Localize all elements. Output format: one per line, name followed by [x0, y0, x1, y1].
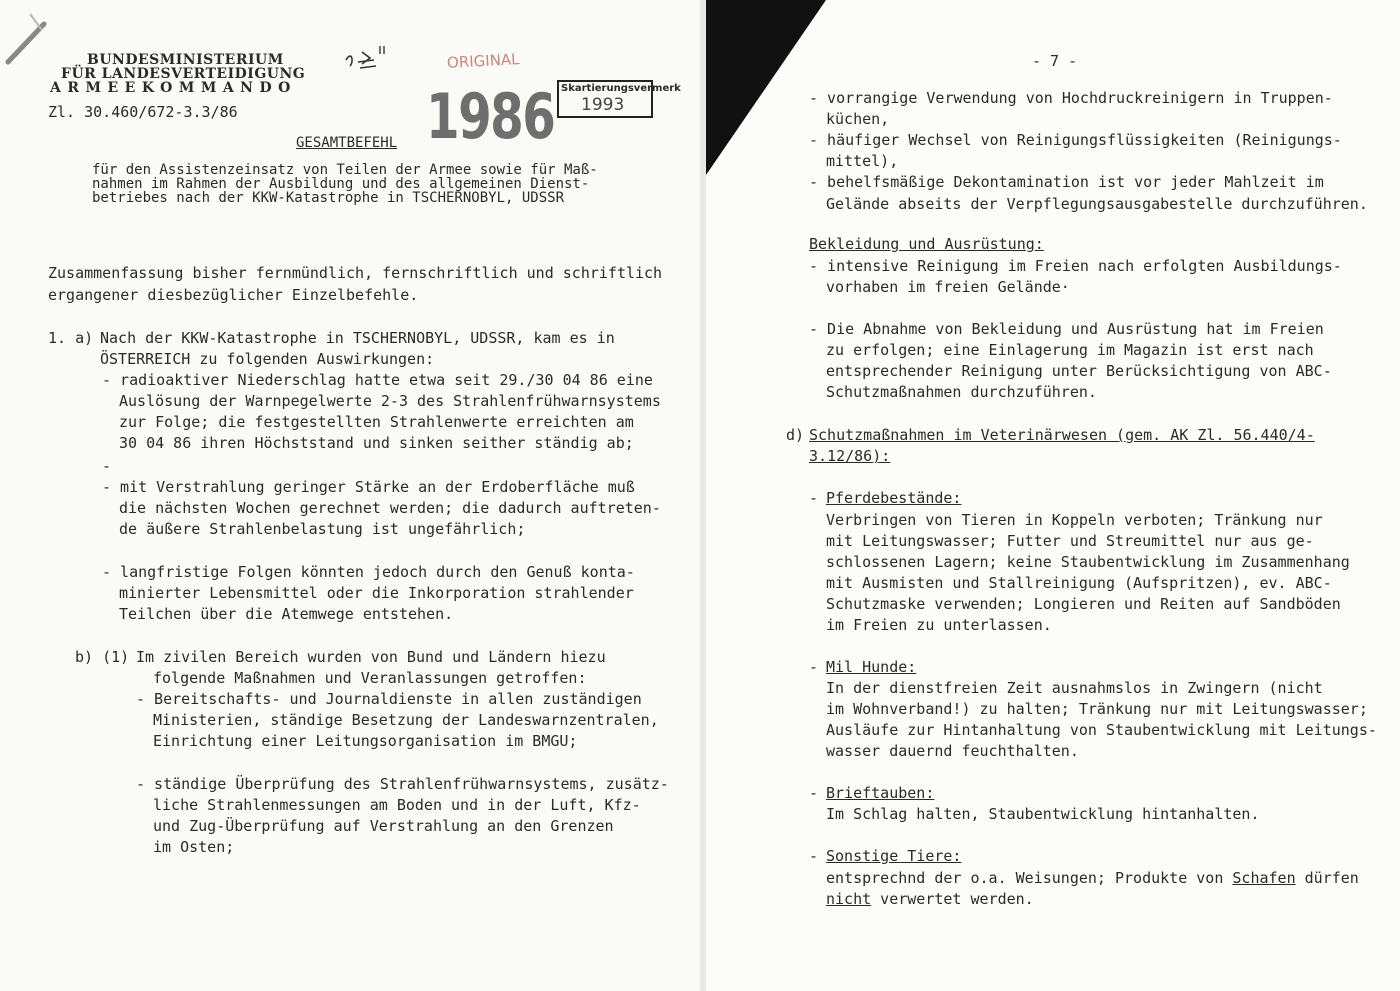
section-1a-line: ÖSTERREICH zu folgenden Auswirkungen: — [100, 350, 435, 368]
bullet-line: minierter Lebensmittel oder die Inkorporation strahlender — [119, 584, 634, 602]
summary-line-1: Zusammenfassung bisher fernmündlich, fernschriftlich und schriftlich — [48, 264, 663, 282]
body-line: Verbringen von Tieren in Koppeln verboten; Tränkung nur — [826, 511, 1323, 529]
section-1b-label: b) (1) — [75, 648, 130, 666]
bullet-line: zur Folge; die festgestellten Strahlenwerte erreichten am — [119, 413, 634, 431]
bullet-line: Teilchen über die Atemwege entstehen. — [119, 605, 454, 623]
summary-line-2: ergangener diesbezüglicher Einzelbefehle. — [48, 286, 419, 304]
bullet-line: Ministerien, ständige Besetzung der Landeswarnzentralen, — [153, 711, 659, 729]
page-number: - 7 - — [1032, 52, 1078, 70]
bullet-line: de äußere Strahlenbelastung ist ungefährlich; — [119, 520, 526, 538]
bullet-line: liche Strahlenmessungen am Boden und in der Luft, Kfz- — [153, 796, 641, 814]
hunde-heading: Mil Hunde: — [826, 658, 917, 676]
body-line: im Wohnverband!) zu halten; Tränkung nur mit Leitungswasser; — [826, 700, 1368, 718]
stray-dash: - — [102, 457, 112, 475]
bullet-line: Einrichtung einer Leitungsorganisation im BMGU; — [153, 732, 578, 750]
bullet-line: im Osten; — [153, 838, 235, 856]
bullet-line: - radioaktiver Niederschlag hatte etwa seit 29./30 04 86 eine — [102, 371, 653, 389]
text-run: dürfen — [1295, 869, 1359, 887]
body-line: schlossenen Lagern; keine Staubentwicklung im Zusammenhang — [826, 553, 1350, 571]
body-line: Ausläufe zur Hintanhaltung von Staubentwicklung mit Leitungs- — [826, 721, 1377, 739]
stamp-label: Skartierungsvermerk — [561, 83, 681, 94]
body-line: wasser dauernd feuchthalten. — [826, 742, 1079, 760]
sonstige-heading: Sonstige Tiere: — [826, 847, 962, 865]
section-d-label: d) — [786, 426, 805, 444]
body-line: mit Leitungswasser; Futter und Streumittel nur aus ge- — [826, 532, 1314, 550]
document-title: GESAMTBEFEHL — [296, 135, 398, 151]
bullet-line: - intensive Reinigung im Freien nach erfolgten Ausbildungs- — [809, 257, 1342, 275]
body-line: im Freien zu unterlassen. — [826, 616, 1052, 634]
bullet-line: Auslösung der Warnpegelwerte 2-3 des Strahlenfrühwarnsystems — [119, 392, 661, 410]
intro-line-3: betriebes nach der KKW-Katastrophe in TSCHERNOBYL, UDSSR — [92, 190, 565, 206]
section-1a-label: 1. a) — [48, 329, 94, 347]
section-1b-line: Im zivilen Bereich wurden von Bund und Ländern hiezu — [136, 648, 606, 666]
text-run: entsprechnd der o.a. Weisungen; Produkte von — [826, 869, 1233, 887]
bullet-line: - behelfsmäßige Dekontamination ist vor jeder Mahlzeit im — [809, 173, 1324, 191]
bullet-line: Gelände abseits der Verpflegungsausgabestelle durchzuführen. — [826, 195, 1368, 213]
body-line: In der dienstfreien Zeit ausnahmslos in Zwingern (nicht — [826, 679, 1323, 697]
bullet-line: zu erfolgen; eine Einlagerung im Magazin ist erst nach — [826, 341, 1314, 359]
pferde-heading: Pferdebestände: — [826, 489, 962, 507]
body-line — [826, 889, 1034, 910]
underlined-word: nicht — [826, 890, 872, 908]
dash: - — [809, 658, 819, 676]
bullet-line: Schutzmaßnahmen durchzuführen. — [826, 383, 1097, 401]
text-run: verwertet werden. — [871, 890, 1034, 908]
body-line: Im Schlag halten, Staubentwicklung hintanhalten. — [826, 805, 1260, 823]
bullet-line: die nächsten Wochen gerechnet werden; die dadurch auftreten- — [119, 499, 661, 517]
section-d-heading: Schutzmaßnahmen im Veterinärwesen (gem. AK Zl. 56.440/4- — [809, 426, 1315, 444]
handwritten-mark — [340, 40, 400, 80]
bekleidung-heading: Bekleidung und Ausrüstung: — [809, 235, 1044, 253]
org-line-2: FÜR LANDESVERTEIDIGUNG — [61, 66, 306, 82]
body-line: Schutzmaske verwenden; Longieren und Reiten auf Sandböden — [826, 595, 1341, 613]
section-1a-line: Nach der KKW-Katastrophe in TSCHERNOBYL, UDSSR, kam es in — [100, 329, 615, 347]
org-line-3: ARMEEKOMMANDO — [50, 80, 297, 96]
bullet-line: - ständige Überprüfung des Strahlenfrühwarnsystems, zusätz- — [136, 775, 669, 793]
bullet-line: entsprechender Reinigung unter Berücksichtigung von ABC- — [826, 362, 1332, 380]
bullet-line: küchen, — [826, 110, 890, 128]
org-line-1: BUNDESMINISTERIUM — [87, 52, 284, 68]
intro-line-1: für den Assistenzeinsatz von Teilen der Armee sowie für Maß- — [92, 162, 598, 178]
stamp-year: 1993 — [581, 95, 625, 115]
bullet-line: - mit Verstrahlung geringer Stärke an der Erdoberfläche muß — [102, 478, 635, 496]
bullet-line: und Zug-Überprüfung auf Verstrahlung an den Grenzen — [153, 817, 614, 835]
dash: - — [809, 784, 819, 802]
skartierung-stamp — [557, 80, 681, 118]
section-d-heading: 3.12/86): — [809, 447, 891, 465]
body-line: mit Ausmisten und Stallreinigung (Aufspritzen), ev. ABC- — [826, 574, 1332, 592]
bullet-line: - Die Abnahme von Bekleidung und Ausrüstung hat im Freien — [809, 320, 1324, 338]
year-stamp: 1986 — [426, 80, 555, 153]
bullet-line: 30 04 86 ihren Höchststand und sinken seither ständig ab; — [119, 434, 634, 452]
bullet-line: - langfristige Folgen könnten jedoch durch den Genuß konta- — [102, 563, 635, 581]
bullet-line: vorhaben im freien Gelände· — [826, 278, 1070, 296]
bullet-line: - vorrangige Verwendung von Hochdruckreinigern in Truppen- — [809, 89, 1333, 107]
dash: - — [809, 489, 819, 507]
dash: - — [809, 847, 819, 865]
reference-number: Zl. 30.460/672-3.3/86 — [48, 103, 238, 121]
underlined-word: Schafen — [1232, 869, 1296, 887]
right-page — [706, 0, 1400, 991]
original-stamp: ORIGINAL — [446, 50, 520, 72]
bullet-line: - häufiger Wechsel von Reinigungsflüssigkeiten (Reinigungs- — [809, 131, 1342, 149]
intro-line-2: nahmen im Rahmen der Ausbildung und des allgemeinen Dienst- — [92, 176, 590, 192]
tauben-heading: Brieftauben: — [826, 784, 935, 802]
bullet-line: - Bereitschafts- und Journaldienste in allen zuständigen — [136, 690, 642, 708]
body-line — [826, 868, 1359, 889]
section-1b-line: folgende Maßnahmen und Veranlassungen getroffen: — [153, 669, 587, 687]
bullet-line: mittel), — [826, 152, 899, 170]
